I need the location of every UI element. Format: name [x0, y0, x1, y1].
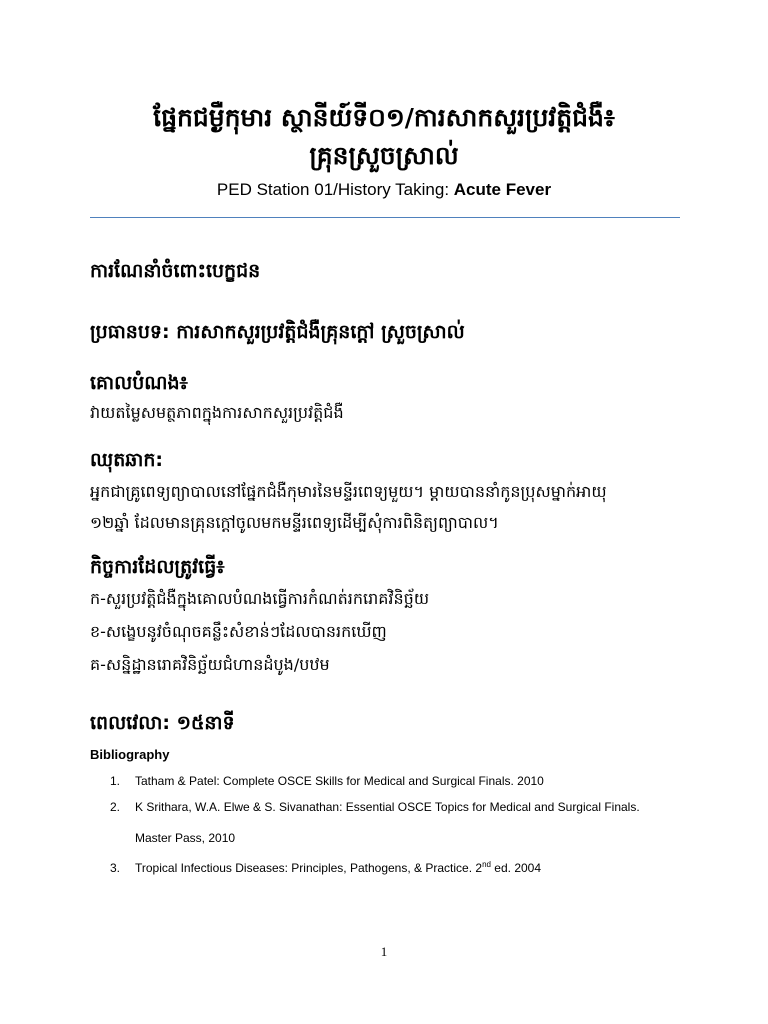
task-item: ខ-សង្ខេបនូវចំណុចគន្លឹះសំខាន់ៗដែលបានរកឃើញ	[90, 622, 387, 641]
title-khmer-line2: គ្រុនស្រួចស្រាល់	[309, 141, 459, 170]
title-english	[0, 178, 768, 202]
bibliography-text: Tropical Infectious Diseases: Principles, Pathogens, & Practice. 2	[135, 861, 483, 875]
bibliography-number: 3.	[110, 861, 121, 875]
bibliography-text: Tatham & Patel: Complete OSCE Skills for Medical and Surgical Finals. 2010	[135, 774, 544, 788]
title-english-prefix: PED Station 01/History Taking:	[216, 180, 454, 199]
time-heading: ពេលវេលា: ១៥នាទី	[90, 712, 235, 734]
bibliography-heading: Bibliography	[90, 747, 170, 762]
bibliography-text-end: ed. 2004	[490, 861, 542, 875]
bibliography-number: 2.	[110, 800, 121, 814]
page-number: 1	[380, 944, 388, 959]
tasks-heading: កិច្ចការដែលត្រូវធ្វើ៖	[90, 556, 225, 578]
bibliography-item	[110, 768, 690, 794]
title-khmer-line1: ផ្នែកជម្ងឺកុមារ ស្ថានីយ៍ទី០១/ការសាកសួរប្រវត្តិជំងឺ៖	[153, 103, 615, 132]
task-item: ក-សួរប្រវត្តិជំងឺក្នុងគោលបំណងធ្វើការកំណត់រករោគវិនិច្ឆ័យ	[90, 589, 430, 608]
scenario-heading: ឈុតឆាក:	[90, 449, 164, 471]
bibliography-number: 1.	[110, 774, 121, 788]
topic-heading: ប្រធានបទ: ការសាកសួរប្រវត្តិជំងឺគ្រុនក្តៅ ស្រួចស្រាល់	[90, 321, 465, 343]
objective-heading: គោលបំណង៖	[90, 372, 188, 394]
scenario-line-1: អ្នកជាគ្រូពេទ្យព្យាបាលនៅផ្នែកជំងឺកុមារនៃមន្ទីរពេទ្យមួយ។ ម្តាយបាននាំកូនប្រុសម្នាក់អាយុ	[90, 482, 607, 501]
header-divider	[90, 217, 680, 218]
task-item: គ-សន្និដ្ឋានរោគវិនិច្ឆ័យជំហានដំបូង/បឋម	[90, 655, 330, 674]
bibliography-item	[110, 794, 690, 851]
scenario-line-2: ១២ឆ្នាំ ដែលមានគ្រុនក្តៅចូលមកមន្ទីរពេទ្យដើម្បីសុំការពិនិត្យព្យាបាល។	[90, 513, 499, 532]
bibliography-text-continuation: Master Pass, 2010	[135, 831, 236, 845]
superscript: nd	[482, 860, 491, 869]
title-english-emphasis: Acute Fever	[453, 180, 552, 199]
objective-text: វាយតម្លៃសមត្ថភាពក្នុងការសាកសួរប្រវត្តិជំងឺ	[90, 403, 344, 422]
intro-heading: ការណែនាំចំពោះបេក្ខជន	[90, 260, 261, 282]
bibliography-item	[110, 852, 690, 881]
bibliography-text: K Srithara, W.A. Elwe & S. Sivanathan: Essential OSCE Topics for Medical and Surgical Finals.	[135, 800, 640, 814]
